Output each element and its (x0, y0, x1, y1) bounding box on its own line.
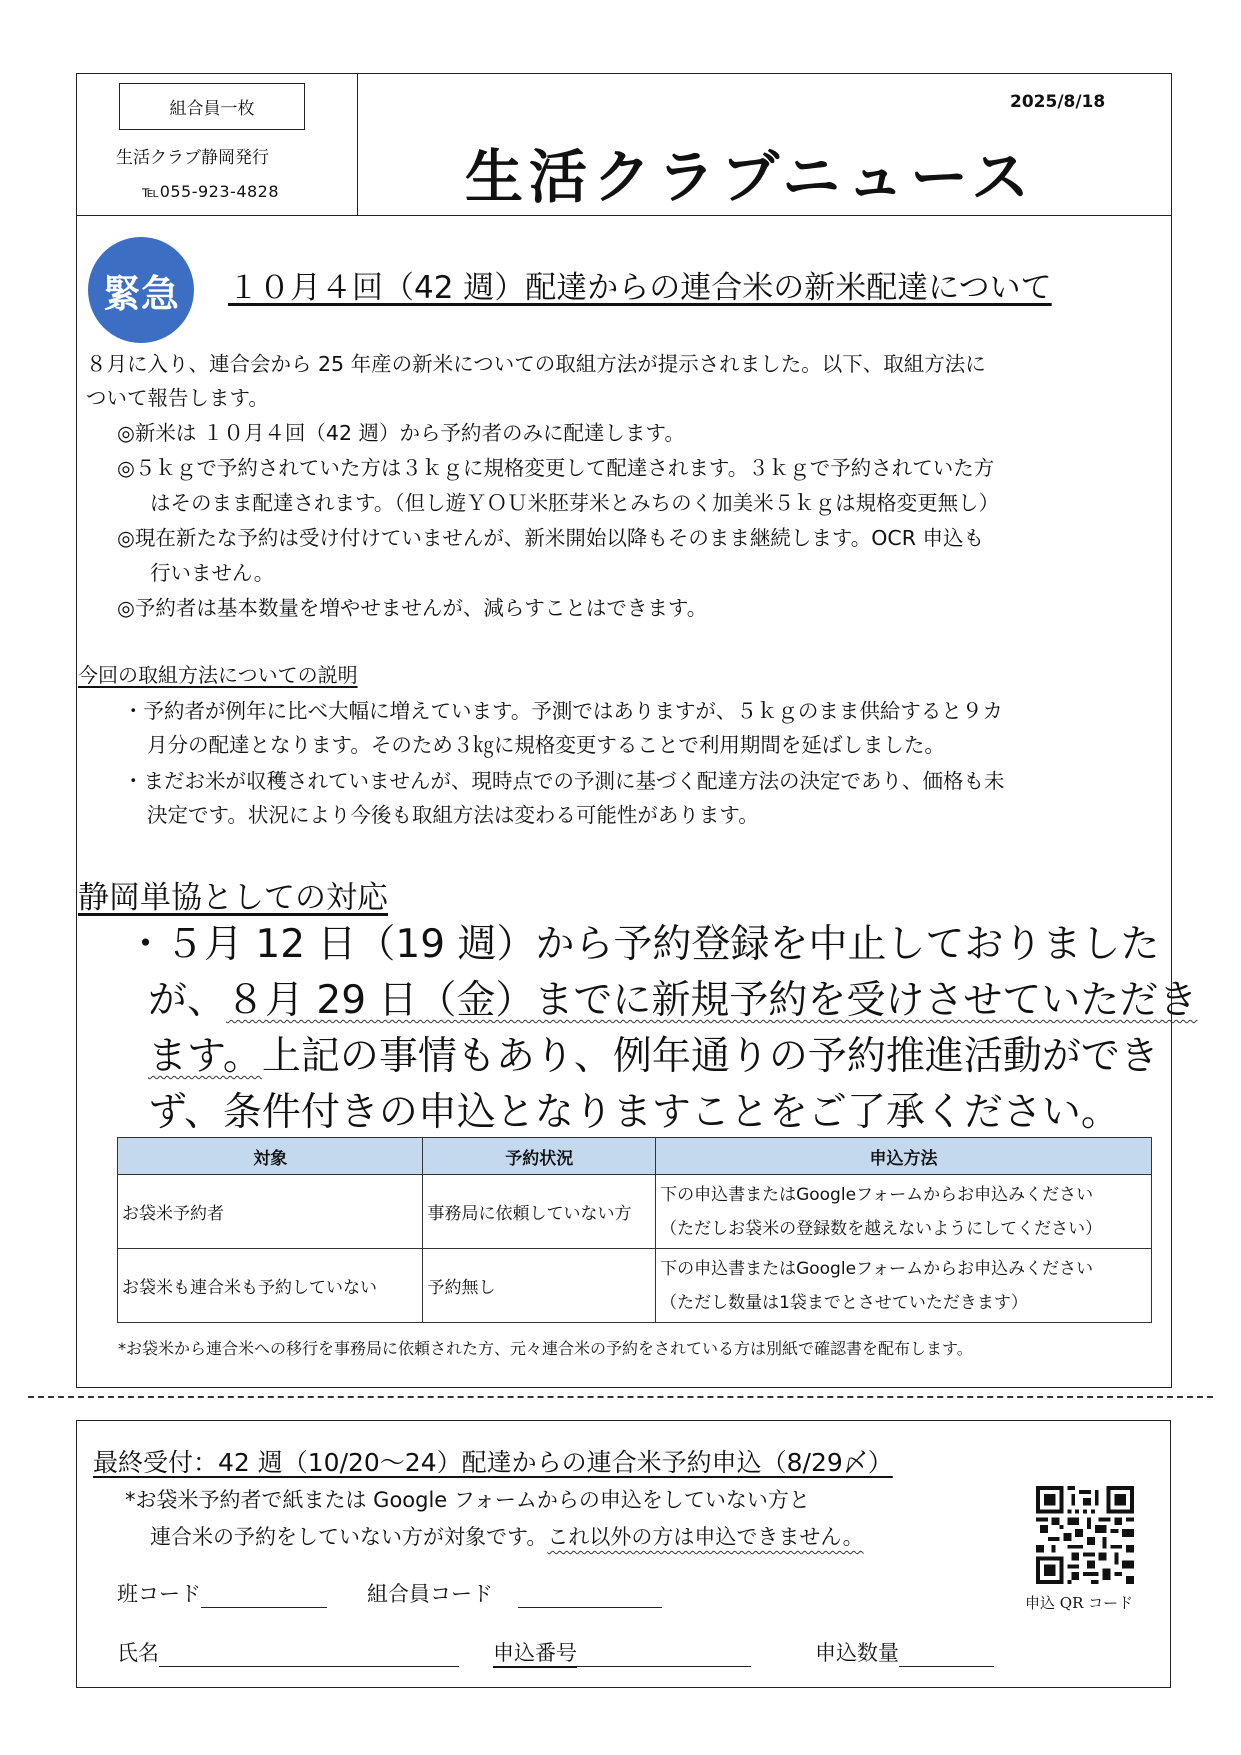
deadline-emphasis-end: ます。 (148, 1034, 262, 1079)
intro-line: ８月に入り、連合会から 25 年産の新米についての取組方法が提示されました。以下、取組方法に (86, 352, 986, 376)
member-copy-box: 組合員一枚 (119, 83, 305, 130)
bullet-item: ◎予約者は基本数量を増やせませんが、減らすことはできます。 (117, 596, 708, 620)
form-note-emphasis: これ以外の方は申込できません。 (547, 1525, 864, 1549)
application-number-blank[interactable] (577, 1642, 751, 1667)
explanation-item: ・まだお米が収穫されていませんが、現時点での予測に基づく配達方法の決定であり、価格も未 (123, 769, 1005, 793)
field-label: 申込数量 (815, 1641, 899, 1665)
table-cell-target: お袋米予約者 (118, 1175, 423, 1249)
telephone: ℡055-923-4828 (142, 182, 280, 201)
form-title: 最終受付：42 週（10/20～24）配達からの連合米予約申込（8/29〆） (93, 1448, 893, 1477)
table-header: 予約状況 (423, 1138, 656, 1175)
method-line: 下の申込書またはGoogleフォームからお申込みください (660, 1184, 1094, 1205)
field-label: 組合員コード (367, 1582, 493, 1606)
name-field[interactable] (117, 1637, 459, 1667)
table-row (118, 1249, 1152, 1323)
response-line (148, 973, 1197, 1029)
urgent-badge: 緊急 (88, 237, 194, 343)
table-cell-status: 予約無し (423, 1249, 656, 1323)
header-divider-vertical (357, 73, 358, 215)
member-code-blank[interactable] (518, 1583, 662, 1608)
field-label: 申込番号 (493, 1641, 577, 1665)
quantity-field[interactable] (815, 1637, 994, 1667)
table-header: 対象 (118, 1138, 423, 1175)
application-number-field[interactable] (493, 1637, 751, 1667)
qr-label: 申込 QR コード (1025, 1594, 1134, 1612)
cut-line (28, 1396, 1213, 1398)
bullet-item: ◎新米は １０月４回（42 週）から予約者のみに配達します。 (117, 421, 685, 445)
field-label: 班コード (117, 1582, 201, 1606)
issue-date: 2025/8/18 (1010, 92, 1106, 112)
method-line: （ただし数量は1袋までとさせていただきます） (660, 1292, 1028, 1313)
qr-code-icon[interactable] (1036, 1486, 1134, 1584)
masthead-title: 生活クラブニュース (465, 143, 1036, 211)
form-note: *お袋米予約者で紙または Google フォームからの申込をしていない方と (125, 1488, 810, 1512)
field-label: 氏名 (117, 1641, 159, 1665)
han-code-blank[interactable] (201, 1583, 327, 1608)
response-text: 上記の事情もあり、例年通りの予約推進活動ができ (261, 1034, 1159, 1079)
response-line: ず、条件付きの申込となりますことをご了承ください。 (148, 1090, 1120, 1135)
table-note: *お袋米から連合米への移行を事務局に依頼された方、元々連合米の予約をされている方は別紙で確認書を配布します。 (118, 1339, 973, 1358)
explanation-item-continued: 月分の配達となります。そのため３㎏に規格変更することで利用期間を延ばしました。 (147, 733, 945, 757)
member-code-field[interactable] (367, 1578, 662, 1608)
name-blank[interactable] (159, 1642, 459, 1667)
han-code-field[interactable] (117, 1578, 327, 1608)
explanation-item-continued: 決定です。状況により今後も取組方法は変わる可能性があります。 (147, 803, 759, 827)
explanation-title: 今回の取組方法についての説明 (78, 663, 358, 687)
intro-line: ついて報告します。 (86, 386, 269, 410)
table-row (118, 1175, 1152, 1249)
quantity-blank[interactable] (899, 1642, 994, 1667)
response-text: が、 (148, 978, 227, 1023)
table-cell-status: 事務局に依頼していない方 (423, 1175, 656, 1249)
method-line: （ただしお袋米の登録数を越えないようにしてください） (660, 1218, 1103, 1239)
form-note-text: 連合米の予約をしていない方が対象です。 (150, 1525, 548, 1549)
explanation-item: ・予約者が例年に比べ大幅に増えています。予測ではありますが、５ｋｇのまま供給すると９カ (123, 699, 1003, 723)
bullet-item: ◎現在新たな予約は受け付けていませんが、新米開始以降もそのまま継続します。OCR 申込も (117, 526, 984, 550)
bullet-item-continued: はそのまま配達されます。（但し遊ＹＯＵ米胚芽米とみちのく加美米５ｋｇは規格変更無し） (150, 491, 1000, 515)
response-title: 静岡単協としての対応 (78, 880, 388, 916)
response-line (148, 1029, 1159, 1085)
table-header: 申込方法 (656, 1138, 1152, 1175)
deadline-emphasis: ８月 29 日（金）までに新規予約を受けさせていただき (226, 978, 1198, 1023)
publisher: 生活クラブ静岡発行 (116, 148, 269, 168)
method-line: 下の申込書またはGoogleフォームからお申込みください (660, 1258, 1094, 1279)
headline: １０月４回（42 週）配達からの連合米の新米配達について (228, 270, 1052, 306)
header-divider (76, 215, 1172, 216)
form-note (150, 1521, 864, 1551)
bullet-item: ◎５ｋｇで予約されていた方は３ｋｇに規格変更して配達されます。３ｋｇで予約されていた方 (117, 456, 995, 480)
table-cell-target: お袋米も連合米も予約していない (118, 1249, 423, 1323)
table-header-row (118, 1138, 1152, 1175)
application-table (117, 1137, 1152, 1323)
table-cell-method (656, 1249, 1152, 1323)
table-cell-method (656, 1175, 1152, 1249)
bullet-item-continued: 行いません。 (150, 561, 275, 585)
response-line: ・５月 12 日（19 週）から予約登録を中止しておりました (126, 922, 1160, 967)
